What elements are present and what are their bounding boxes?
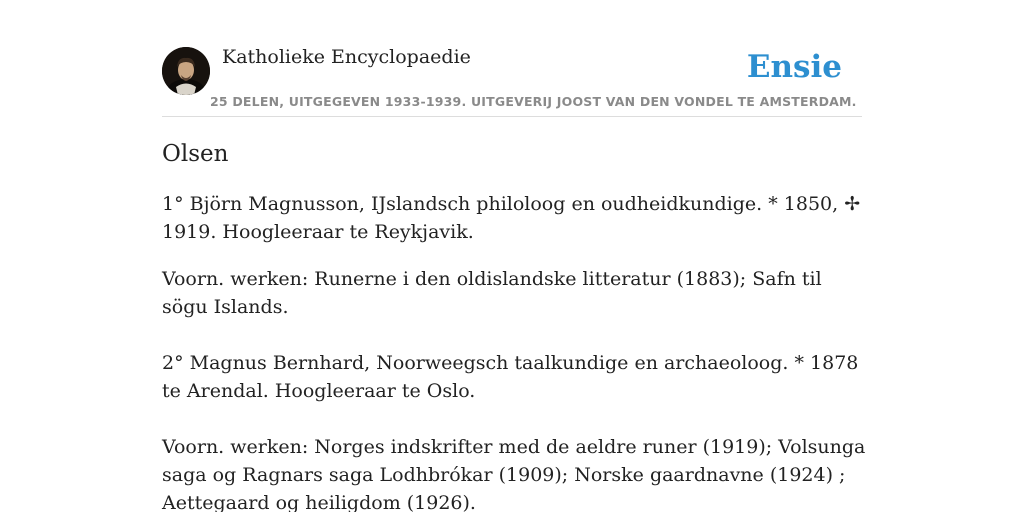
article-headword: Olsen	[162, 141, 229, 167]
article-paragraph: 2° Magnus Bernhard, Noorweegsch taalkundige en archaeoloog. * 1878 te Arendal. Hoogleeraar te Oslo.	[162, 352, 859, 402]
article-content	[162, 136, 872, 512]
site-subtitle: 25 DELEN, UITGEGEVEN 1933-1939. UITGEVERIJ JOOST VAN DEN VONDEL TE AMSTERDAM.	[210, 94, 857, 109]
article-paragraph: Voorn. werken: Runerne i den oldislandske litteratur (1883); Safn til sögu Islands.	[162, 268, 822, 318]
page-header	[162, 44, 862, 117]
brand-logo[interactable]: Ensie	[746, 49, 842, 85]
portrait-avatar-icon[interactable]	[162, 47, 210, 95]
article-paragraph: Voorn. werken: Norges indskrifter med de aeldre runer (1919); Volsunga saga og Ragnars saga Lodhbrókar (1909); Norske gaardnavne (1924) ; Aettegaard og heiligdom (1926).	[162, 436, 866, 512]
site-title[interactable]: Katholieke Encyclopaedie	[222, 46, 471, 68]
article-paragraph: 1° Björn Magnusson, IJslandsch philoloog en oudheidkundige. * 1850, ✢ 1919. Hoogleeraar te Reykjavik.	[162, 193, 861, 243]
